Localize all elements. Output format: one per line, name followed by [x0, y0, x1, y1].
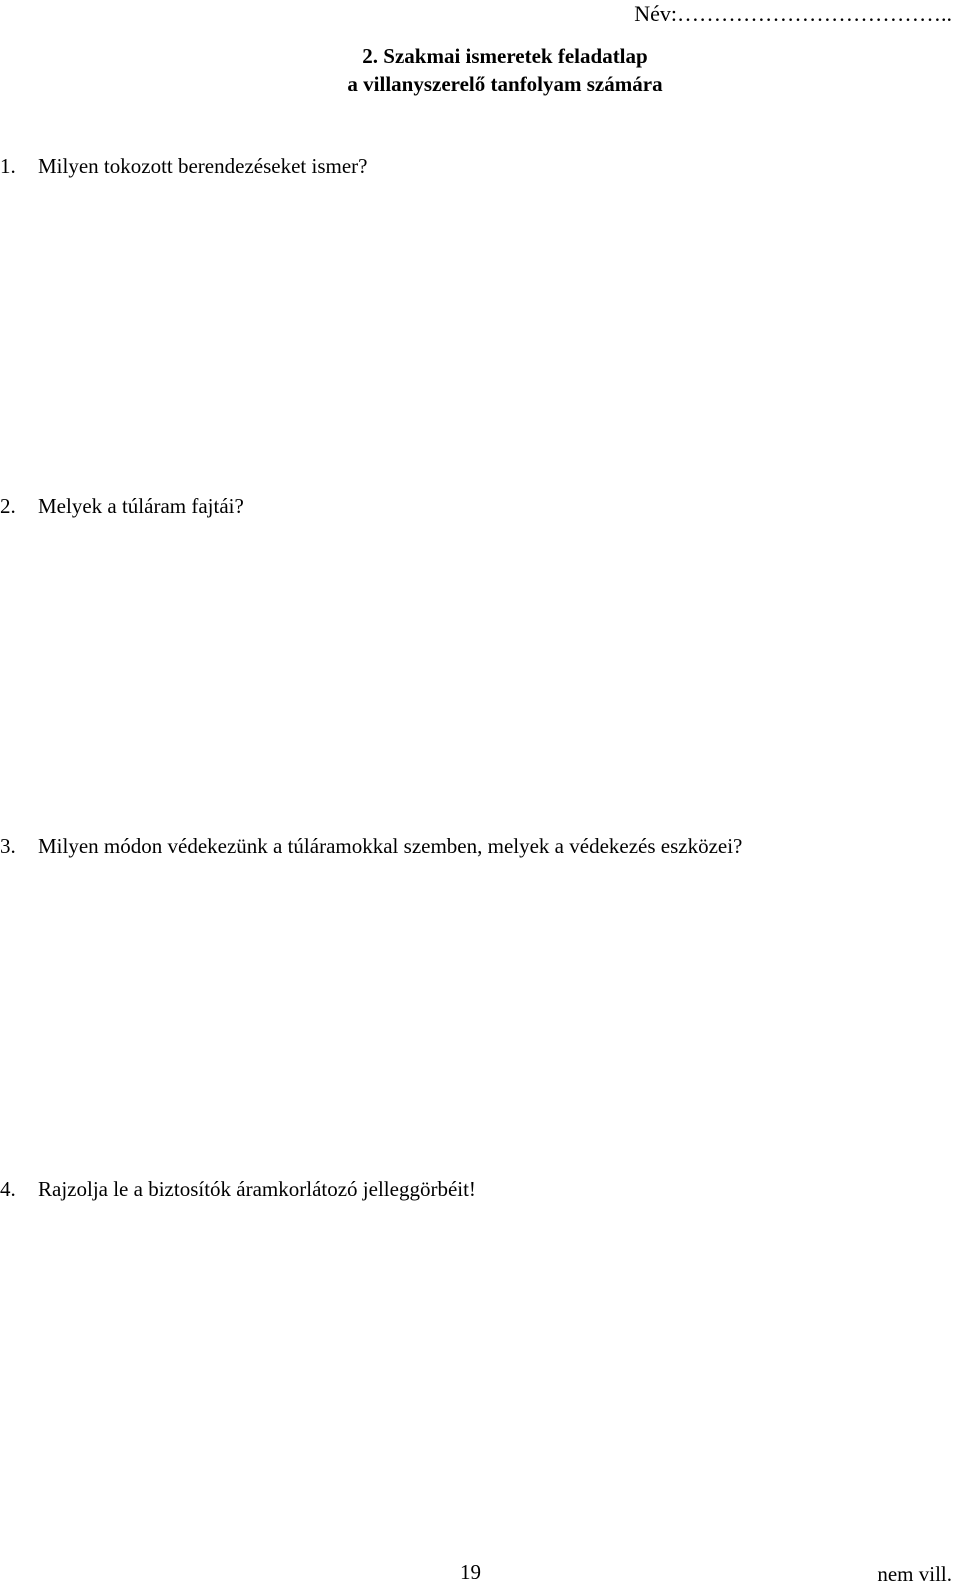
- title-line-1: 2. Szakmai ismeretek feladatlap: [362, 44, 648, 68]
- name-field: Név:………………………………..: [634, 1, 952, 26]
- question-text: Milyen módon védekezünk a túláramokkal szemben, melyek a védekezés eszközei?: [38, 834, 743, 858]
- page-number: 19: [460, 1560, 481, 1584]
- question-number: 2.: [0, 494, 16, 518]
- question-1: [0, 152, 367, 180]
- question-2: [0, 492, 244, 520]
- question-number: 1.: [0, 154, 16, 178]
- footer-note: nem vill.: [877, 1562, 952, 1586]
- question-3: [0, 832, 742, 860]
- question-number: 4.: [0, 1177, 16, 1201]
- question-text: Rajzolja le a biztosítók áramkorlátozó jelleggörbéit!: [38, 1177, 476, 1201]
- question-text: Milyen tokozott berendezéseket ismer?: [38, 154, 368, 178]
- title-line-2: a villanyszerelő tanfolyam számára: [347, 72, 663, 96]
- question-text: Melyek a túláram fajtái?: [38, 494, 244, 518]
- question-number: 3.: [0, 834, 16, 858]
- worksheet-title: [0, 42, 960, 98]
- question-4: [0, 1175, 476, 1203]
